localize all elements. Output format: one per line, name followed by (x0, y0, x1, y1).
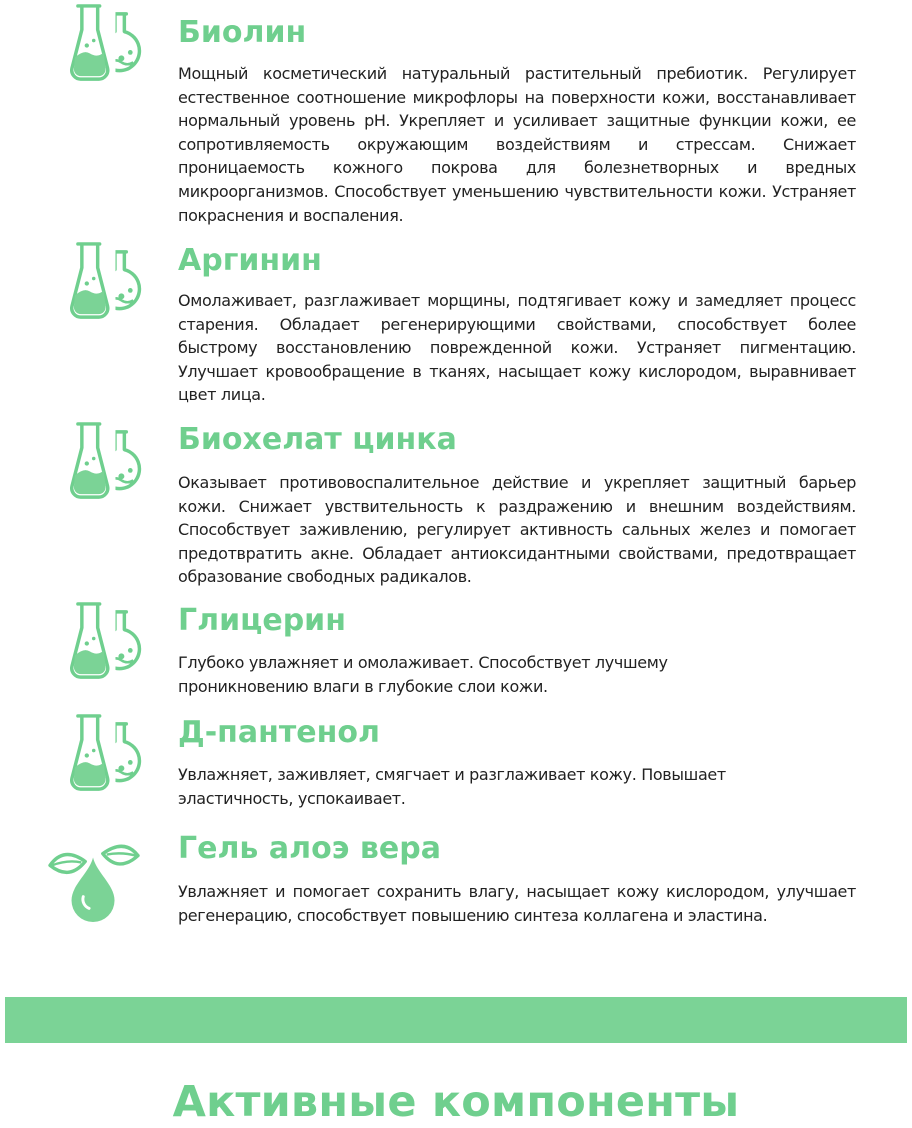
ingredient-description: Омолаживает, разглаживает морщины, подтягивает кожу и замедляет процесс старения. Обладает регенерирующими свойствами, способствует более быстрому восстановлению поврежденной кожи. Устраняет пигментацию. Улучшает кровообращение в тканях, насыщает кожу кислородом, выравнивает цвет лица. (178, 291, 856, 405)
ingredient-title: Д-пантенол (178, 715, 380, 750)
flasks-icon (70, 600, 155, 685)
leaf-drop-icon (46, 838, 142, 924)
ingredient-title: Глицерин (178, 603, 346, 638)
ingredient-description: Увлажняет и помогает сохранить влагу, насыщает кожу кислородом, улучшает регенерацию, способствует повышению синтеза коллагена и эластина. (178, 882, 856, 925)
green-banner (5, 997, 907, 1043)
ingredient-title: Аргинин (178, 243, 322, 278)
ingredient-description: Оказывает противовоспалительное действие и укрепляет защитный барьер кожи. Снижает увствительность к раздражению и внешним воздействиям. Способствует заживлению, регулирует активность сальных желез и помогает предотвратить акне. Обладает антиоксидантными свойствами, предотвращает образование свободных радикалов. (178, 473, 856, 587)
ingredient-description: Мощный косметический натуральный растительный пребиотик. Регулирует естественное соотношение микрофлоры на поверхности кожи, восстанавливает нормальный уровень pH. Укрепляет и усиливает защитные функции кожи, ее сопротивляемость окружающим воздействиям и стрессам. Снижает проницаемость кожного покрова для болезнетворных и вредных микроорганизмов. Способствует уменьшению чувствительности кожи. Устраняет покраснения и воспаления. (178, 64, 856, 225)
ingredient-description: Увлажняет, заживляет, смягчает и разглаживает кожу. Повышает эластичность, успокаивает. (178, 765, 726, 808)
flasks-icon (70, 420, 155, 505)
flasks-icon (70, 2, 155, 87)
ingredient-title: Гель алоэ вера (178, 831, 441, 866)
flasks-icon (70, 712, 155, 797)
ingredient-description: Глубоко увлажняет и омолаживает. Способствует лучшему проникновению влаги в глубокие слои кожи. (178, 653, 668, 696)
page-title: Активные компоненты (172, 1077, 740, 1127)
flasks-icon (70, 240, 155, 325)
ingredient-title: Биолин (178, 15, 307, 50)
ingredient-title: Биохелат цинка (178, 422, 457, 457)
